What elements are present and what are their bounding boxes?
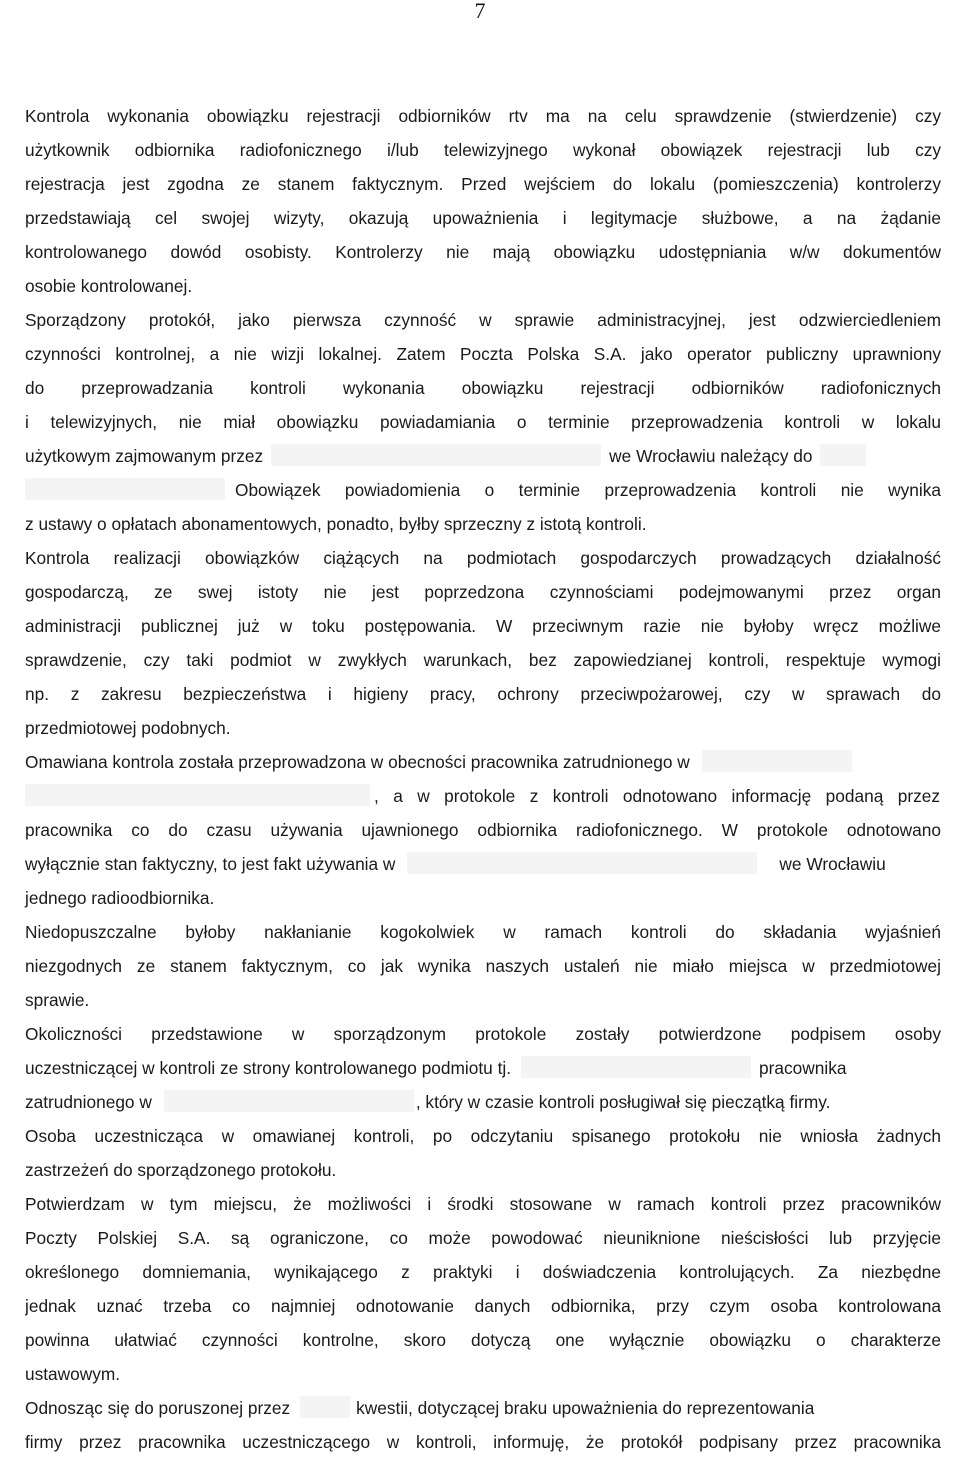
- text-line: Potwierdzam w tym miejscu, że możliwości i środki stosowane w ramach kontroli przez pracowników: [25, 1194, 941, 1214]
- redacted-area: [300, 1396, 350, 1418]
- text-line: Sporządzony protokół, jako pierwsza czynność w sprawie administracyjnej, jest odzwierciedleniem: [25, 310, 941, 330]
- text-line: osobie kontrolowanej.: [25, 276, 193, 296]
- paragraph-employee-presence: [25, 745, 941, 915]
- text-line: jednak uznać trzeba co najmniej odnotowanie danych odbiornika, przy czym osoba kontrolowana: [25, 1296, 941, 1316]
- text-line: gospodarczą, ze swej istoty nie jest poprzedzona czynnościami podejmowanymi przez organ: [25, 582, 941, 602]
- text-line: firmy przez pracownika uczestniczącego w kontroli, informuję, że protokół podpisany przez pracownika: [25, 1432, 941, 1452]
- redacted-area: [407, 852, 757, 874]
- text-line: Poczty Polskiej S.A. są ograniczone, co może powodować nieuniknione nieścisłości lub przyjęcie: [25, 1228, 941, 1248]
- text-line: administracji publicznej już w toku postępowania. W przeciwnym razie nie byłoby wręcz możliwe: [25, 616, 941, 636]
- text-line: jednego radioodbiornika.: [25, 888, 215, 908]
- text-line: określonego domniemania, wynikającego z praktyki i doświadczenia kontrolujących. Za niezbędne: [25, 1262, 941, 1282]
- text-fragment: pracownika: [759, 1058, 847, 1078]
- text-line: powinna ułatwiać czynności kontrolne, skoro dotyczą one wyłącznie obowiązku o charakterze: [25, 1330, 941, 1350]
- text-fragment: we Wrocławiu: [779, 854, 886, 874]
- paragraph-business-inspection: [25, 541, 941, 745]
- text-line: czynności kontrolnej, a nie wizji lokalnej. Zatem Poczta Polska S.A. jako operator publiczny uprawniony: [25, 344, 941, 364]
- text-line-with-redaction: [25, 1051, 941, 1085]
- text-line: sprawdzenie, czy taki podmiot w zwykłych warunkach, bez zapowiedzianej kontroli, respektuje wymogi: [25, 650, 941, 670]
- text-fragment: , który w czasie kontroli posługiwał się pieczątką firmy.: [415, 1092, 831, 1112]
- paragraph-no-coercion: [25, 915, 941, 1017]
- text-line: Kontrola realizacji obowiązków ciążących na podmiotach gospodarczych prowadzących działalność: [25, 548, 941, 568]
- redacted-area: [164, 1090, 414, 1112]
- redacted-area: [25, 784, 370, 806]
- paragraph-authorization: [25, 1391, 941, 1459]
- text-fragment: kwestii, dotyczącej braku upoważnienia do reprezentowania: [356, 1398, 815, 1418]
- text-fragment: użytkowym zajmowanym przez: [25, 446, 264, 466]
- redacted-area: [521, 1056, 751, 1078]
- page-number: 7: [474, 0, 486, 23]
- text-line: z ustawy o opłatach abonamentowych, ponadto, byłby sprzeczny z istotą kontroli.: [25, 514, 647, 534]
- text-line: przedstawiają cel swojej wizyty, okazują upoważnienia i legitymacje służbowe, a na żądanie: [25, 208, 941, 228]
- text-line: rejestracja jest zgodna ze stanem faktycznym. Przed wejściem do lokalu (pomieszczenia) kontrolerzy: [25, 174, 941, 194]
- text-fragment: we Wrocławiu należący do: [609, 446, 813, 466]
- text-line: i telewizyjnych, nie miał obowiązku powiadamiania o terminie przeprowadzenia kontroli w lokalu: [25, 412, 941, 432]
- text-line: np. z zakresu bezpieczeństwa i higieny pracy, ochrony przeciwpożarowej, czy w sprawach do: [25, 684, 941, 704]
- text-fragment: zatrudnionego w: [25, 1092, 152, 1112]
- letter-body: [25, 99, 941, 1459]
- redacted-area: [820, 444, 866, 466]
- text-line: przedmiotowej podobnych.: [25, 718, 231, 738]
- redacted-area: [25, 478, 225, 500]
- paragraph-protocol: [25, 303, 941, 541]
- paragraph-inspection-purpose: [25, 99, 941, 303]
- redacted-area: [271, 444, 601, 466]
- text-fragment: uczestniczącej w kontroli ze strony kontrolowanego podmiotu tj.: [25, 1058, 512, 1078]
- text-line-with-redaction: [25, 847, 941, 881]
- text-line: niezgodnych ze stanem faktycznym, co jak wynika naszych ustaleń nie miało miejsca w przedmiotowej: [25, 956, 941, 976]
- text-line: Kontrola wykonania obowiązku rejestracji odbiorników rtv ma na celu sprawdzenie (stwierdzenie) czy: [25, 106, 941, 126]
- paragraph-limitations: [25, 1187, 941, 1391]
- paragraph-signature-confirmation: [25, 1017, 941, 1187]
- text-fragment: Odnosząc się do poruszonej przez: [25, 1398, 291, 1418]
- text-fragment: Obowiązek powiadomienia o terminie przeprowadzenia kontroli nie wynika: [235, 480, 941, 500]
- redacted-area: [702, 750, 852, 772]
- text-line-with-redaction: [25, 439, 941, 473]
- text-line-with-redaction: [25, 1391, 941, 1425]
- text-line: Osoba uczestnicząca w omawianej kontroli, po odczytaniu spisanego protokołu nie wniosła żadnych: [25, 1126, 941, 1146]
- text-line-with-redaction: [25, 745, 941, 779]
- text-fragment: Omawiana kontrola została przeprowadzona w obecności pracownika zatrudnionego w: [25, 752, 690, 772]
- text-fragment: wyłącznie stan faktyczny, to jest fakt używania w: [25, 854, 396, 874]
- text-line: zastrzeżeń do sporządzonego protokołu.: [25, 1160, 337, 1180]
- text-line: ustawowym.: [25, 1364, 121, 1384]
- text-line-with-redaction: [25, 1085, 941, 1119]
- text-line: do przeprowadzania kontroli wykonania obowiązku rejestracji odbiorników radiofonicznych: [25, 378, 941, 398]
- text-line: Niedopuszczalne byłoby nakłanianie kogokolwiek w ramach kontroli do składania wyjaśnień: [25, 922, 941, 942]
- text-fragment: , a w protokole z kontroli odnotowano informację podaną przez: [374, 786, 940, 806]
- text-line: pracownika co do czasu używania ujawnionego odbiornika radiofonicznego. W protokole odnotowano: [25, 820, 941, 840]
- text-line: kontrolowanego dowód osobisty. Kontrolerzy nie mają obowiązku udostępniania w/w dokumentów: [25, 242, 941, 262]
- text-line-with-redaction: [25, 473, 941, 507]
- text-line-with-redaction: [25, 779, 941, 813]
- text-line: użytkownik odbiornika radiofonicznego i/lub telewizyjnego wykonał obowiązek rejestracji lub czy: [25, 140, 941, 160]
- text-line: sprawie.: [25, 990, 90, 1010]
- text-line: Okoliczności przedstawione w sporządzonym protokole zostały potwierdzone podpisem osoby: [25, 1024, 941, 1044]
